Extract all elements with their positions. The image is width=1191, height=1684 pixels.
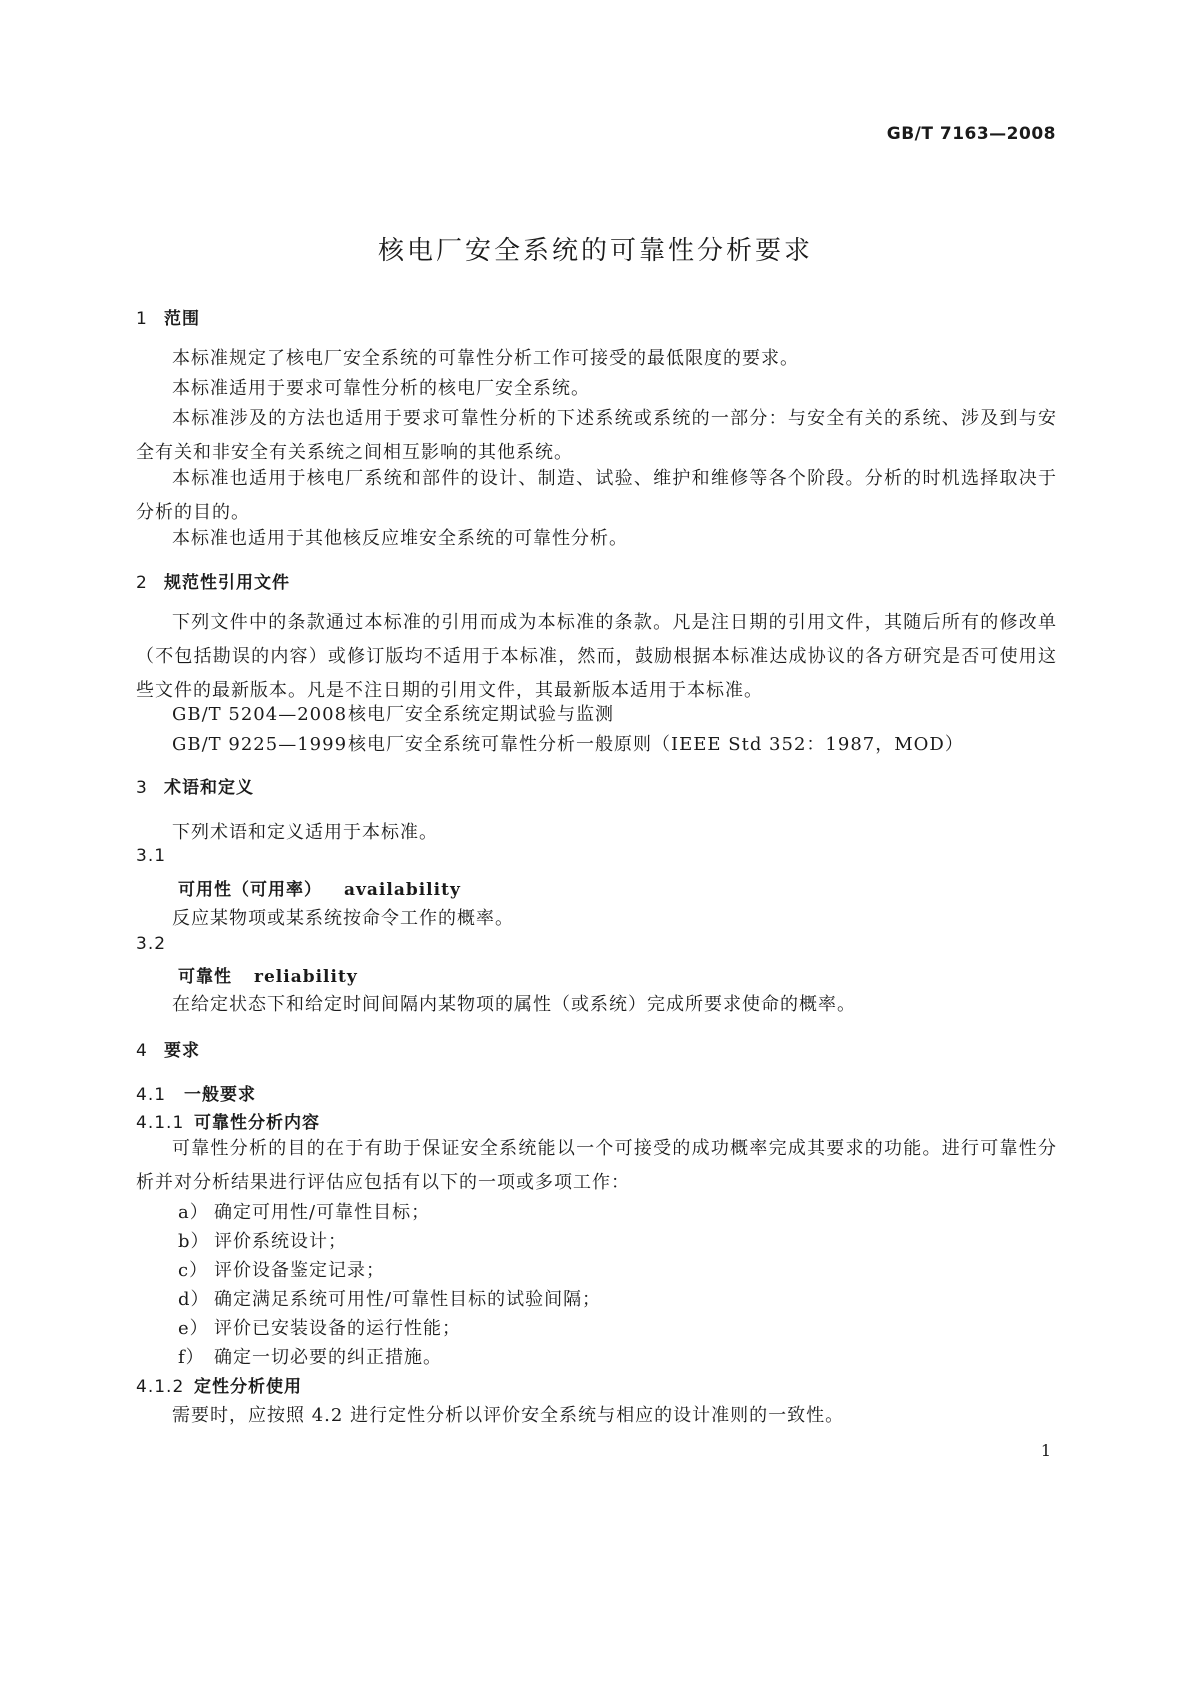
section-1-heading: 1 范围 (136, 309, 200, 329)
term-definition: 反应某物项或某系统按命令工作的概率。 (172, 908, 514, 929)
page-number: 1 (1040, 1441, 1051, 1460)
section-3-heading: 3 术语和定义 (136, 778, 254, 798)
subsection-4-1-2-heading: 4.1.2 定性分析使用 (136, 1377, 302, 1397)
section-4-heading: 4 要求 (136, 1041, 200, 1061)
list-item: b） 评价系统设计； (178, 1231, 347, 1252)
paragraph: 本标准规定了核电厂安全系统的可靠性分析工作可接受的最低限度的要求。 (172, 348, 799, 369)
paragraph: 需要时，应按照 4.2 进行定性分析以评价安全系统与相应的设计准则的一致性。 (172, 1405, 845, 1426)
list-item: f） 确定一切必要的纠正措施。 (178, 1347, 442, 1368)
section-2-heading: 2 规范性引用文件 (136, 573, 290, 593)
paragraph: 可靠性分析的目的在于有助于保证安全系统能以一个可接受的成功概率完成其要求的功能。进行可靠性分析并对分析结果进行评估应包括有以下的一项或多项工作： (136, 1138, 1057, 1193)
standard-number: GB/T 7163—2008 (886, 124, 1056, 144)
term-entry: 可靠性 reliability (178, 967, 358, 987)
subsection-4-1-heading: 4.1 一般要求 (136, 1085, 256, 1105)
normative-reference: GB/T 9225—1999核电厂安全系统可靠性分析一般原则（IEEE Std 352：1987，MOD） (172, 734, 964, 755)
paragraph: 本标准也适用于其他核反应堆安全系统的可靠性分析。 (172, 528, 628, 549)
list-item: e） 评价已安装设备的运行性能； (178, 1318, 461, 1339)
term-number: 3.1 (136, 846, 167, 866)
document-title: 核电厂安全系统的可靠性分析要求 (377, 236, 813, 266)
paragraph: 下列文件中的条款通过本标准的引用而成为本标准的条款。凡是注日期的引用文件，其随后所有的修改单（不包括勘误的内容）或修订版均不适用于本标准，然而，鼓励根据本标准达成协议的各方研究是否可使用这些文件的最新版本。凡是不注日期的引用文件，其最新版本适用于本标准。 (136, 612, 1057, 701)
terms-intro: 下列术语和定义适用于本标准。 (172, 822, 438, 843)
paragraph: 本标准适用于要求可靠性分析的核电厂安全系统。 (172, 378, 590, 399)
list-item: c） 评价设备鉴定记录； (178, 1260, 385, 1281)
list-item: d） 确定满足系统可用性/可靠性目标的试验间隔； (178, 1289, 602, 1310)
subsection-4-1-1-heading: 4.1.1 可靠性分析内容 (136, 1113, 320, 1133)
normative-reference: GB/T 5204—2008核电厂安全系统定期试验与监测 (172, 704, 614, 725)
paragraph: 本标准涉及的方法也适用于要求可靠性分析的下述系统或系统的一部分：与安全有关的系统、涉及到与安全有关和非安全有关系统之间相互影响的其他系统。 (136, 408, 1057, 463)
list-item: a） 确定可用性/可靠性目标； (178, 1202, 431, 1223)
term-number: 3.2 (136, 934, 167, 954)
term-definition: 在给定状态下和给定时间间隔内某物项的属性（或系统）完成所要求使命的概率。 (172, 994, 856, 1015)
paragraph: 本标准也适用于核电厂系统和部件的设计、制造、试验、维护和维修等各个阶段。分析的时机选择取决于分析的目的。 (136, 468, 1057, 523)
term-entry: 可用性（可用率） availability (178, 880, 461, 900)
